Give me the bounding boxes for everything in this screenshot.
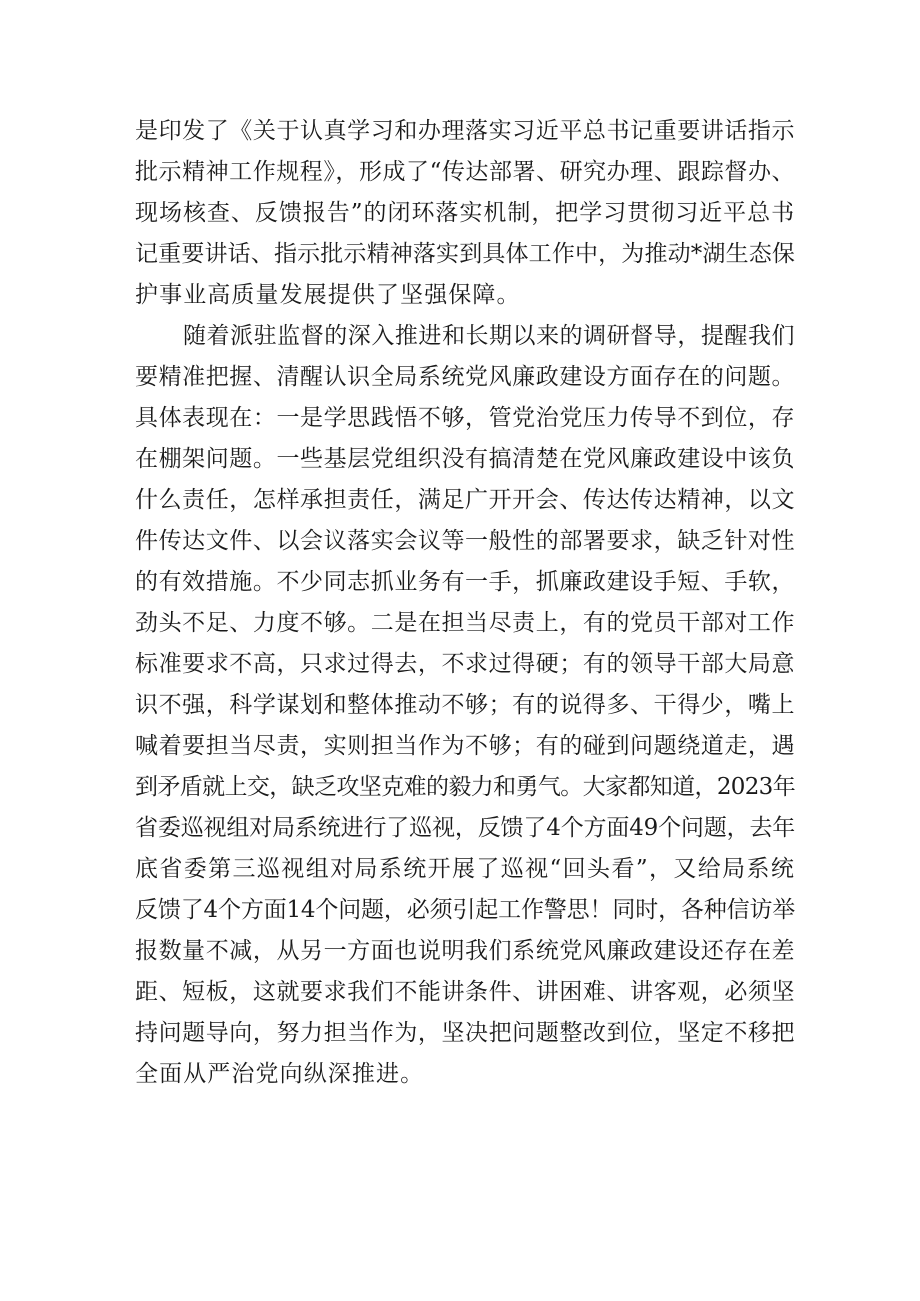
paragraph-1-line-2: 批示精神工作规程》，形成了“传达部署、研究办理、跟踪督办、 [135, 159, 795, 185]
paragraph-2-line-10: 识不强，科学谋划和整体推动不够；有的说得多、干得少，嘴上 [135, 692, 795, 718]
paragraph-2-line-9: 标准要求不高，只求过得去，不求过得硬；有的领导干部大局意 [135, 651, 795, 677]
paragraph-2-line-18: 持问题导向，努力担当作为，坚决把问题整改到位，坚定不移把 [135, 1020, 795, 1046]
paragraph-2-line-17: 距、短板，这就要求我们不能讲条件、讲困难、讲客观，必须坚 [135, 979, 795, 1005]
paragraph-1-line-4: 记重要讲话、指示批示精神落实到具体工作中，为推动*湖生态保 [135, 241, 795, 267]
paragraph-2-line-6: 件传达文件、以会议落实会议等一般性的部署要求，缺乏针对性 [135, 528, 795, 554]
paragraph-2-line-12: 到矛盾就上交，缺乏攻坚克难的毅力和勇气。大家都知道，2023年 [135, 774, 795, 800]
paragraph-2-line-14: 底省委第三巡视组对局系统开展了巡视“回头看”，又给局系统 [135, 856, 795, 882]
paragraph-2-line-3: 具体表现在：一是学思践悟不够，管党治党压力传导不到位，存 [135, 405, 795, 431]
paragraph-2-line-1: 随着派驻监督的深入推进和长期以来的调研督导，提醒我们 [183, 323, 795, 349]
paragraph-2-line-2: 要精准把握、清醒认识全局系统党风廉政建设方面存在的问题。 [135, 364, 795, 390]
document-body [135, 111, 795, 1095]
paragraph-2-line-11: 喊着要担当尽责，实则担当作为不够；有的碰到问题绕道走，遇 [135, 733, 795, 759]
paragraph-2-line-16: 报数量不减，从另一方面也说明我们系统党风廉政建设还存在差 [135, 938, 795, 964]
paragraph-2-line-8: 劲头不足、力度不够。二是在担当尽责上，有的党员干部对工作 [135, 610, 795, 636]
paragraph-2-line-15: 反馈了4个方面14个问题，必须引起工作警思！同时，各种信访举 [135, 897, 795, 923]
paragraph-1-line-5: 护事业高质量发展提供了坚强保障。 [135, 282, 521, 308]
paragraph-2-line-7: 的有效措施。不少同志抓业务有一手，抓廉政建设手短、手软， [135, 569, 795, 595]
paragraph-1-line-1: 是印发了《关于认真学习和办理落实习近平总书记重要讲话指示 [135, 118, 795, 144]
paragraph-2-line-5: 什么责任，怎样承担责任，满足广开开会、传达传达精神，以文 [135, 487, 795, 513]
paragraph-2-line-13: 省委巡视组对局系统进行了巡视，反馈了4个方面49个问题，去年 [135, 815, 795, 841]
paragraph-1-line-3: 现场核查、反馈报告”的闭环落实机制，把学习贯彻习近平总书 [135, 200, 795, 226]
paragraph-2-line-19: 全面从严治党向纵深推进。 [135, 1061, 425, 1087]
paragraph-2-line-4: 在棚架问题。一些基层党组织没有搞清楚在党风廉政建设中该负 [135, 446, 795, 472]
